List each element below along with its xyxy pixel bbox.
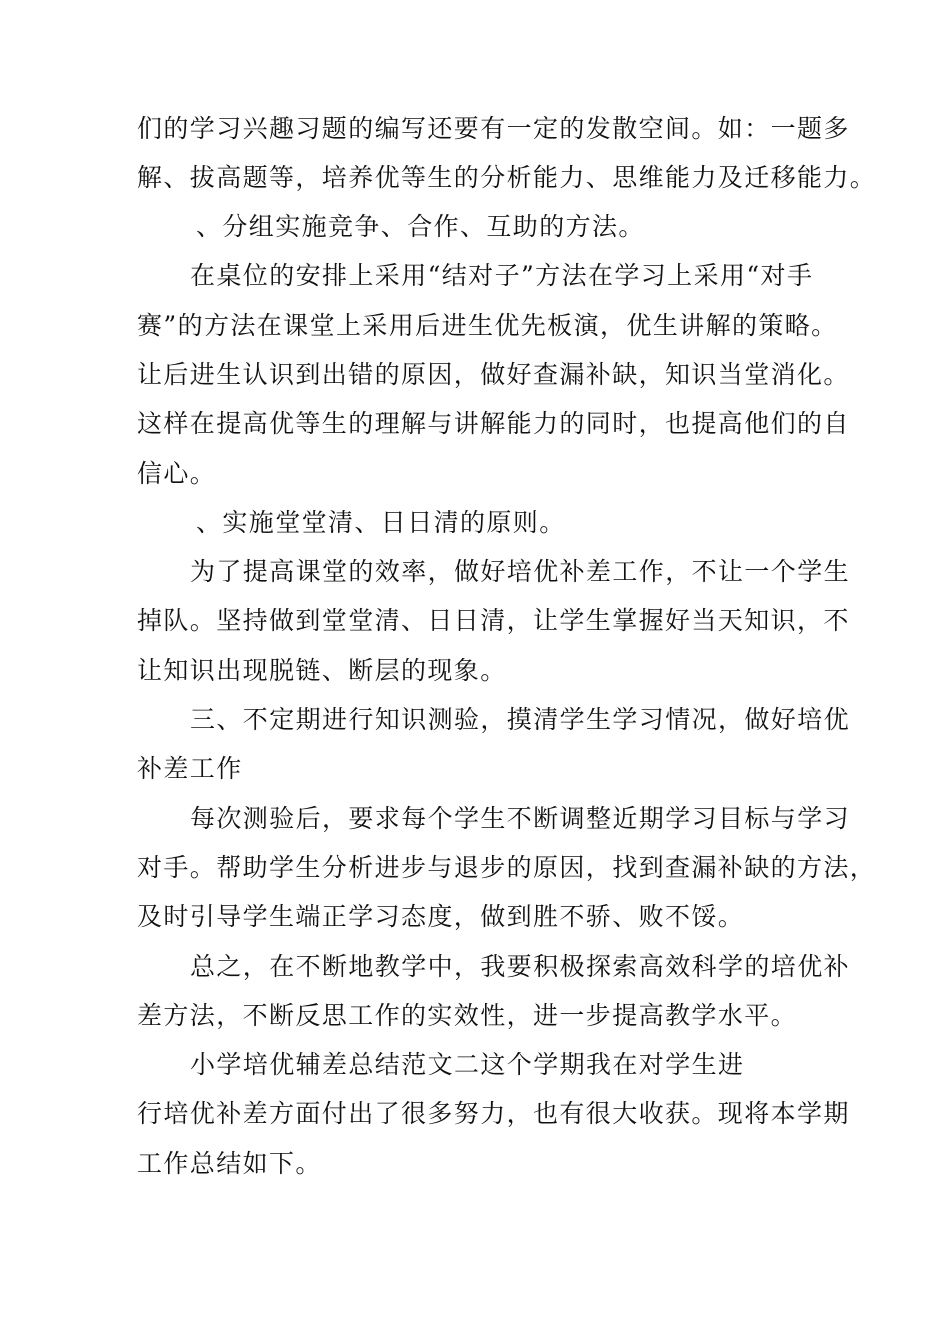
text-line: 在桌位的安排上采用“结对子”方法在学习上采用“对手: [190, 261, 814, 290]
text-line: 差方法，不断反思工作的实效性，进一步提高教学水平。: [137, 1001, 798, 1030]
text-line: 这样在提高优等生的理解与讲解能力的同时，也提高他们的自: [137, 409, 850, 438]
text-line: 工作总结如下。: [137, 1149, 322, 1178]
text-line: 行培优补差方面付出了很多努力，也有很大收获。现将本学期: [137, 1099, 850, 1128]
text-line: 让后进生认识到出错的原因，做好查漏补缺，知识当堂消化。: [137, 360, 850, 389]
text-line: 让知识出现脱链、断层的现象。: [137, 656, 507, 685]
section-heading: 三、不定期进行知识测验，摸清学生学习情况，做好培优: [190, 705, 851, 734]
text-line: 们的学习兴趣习题的编写还要有一定的发散空间。如：一题多: [137, 114, 850, 143]
text-line: 掉队。坚持做到堂堂清、日日清，让学生掌握好当天知识，不: [137, 606, 850, 635]
text-line: 及时引导学生端正学习态度，做到胜不骄、败不馁。: [137, 902, 745, 931]
section-heading: 、实施堂堂清、日日清的原则。: [196, 508, 566, 537]
section-heading: 、分组实施竞争、合作、互助的方法。: [196, 212, 645, 241]
text-line: 补差工作: [137, 754, 243, 783]
text-line: 解、拔高题等，培养优等生的分析能力、思维能力及迁移能力。: [137, 163, 877, 192]
text-line: 每次测验后，要求每个学生不断调整近期学习目标与学习: [190, 804, 851, 833]
text-line: 信心。: [137, 459, 217, 488]
text-line: 对手。帮助学生分析进步与退步的原因，找到查漏补缺的方法，: [137, 853, 877, 882]
text-line: 为了提高课堂的效率，做好培优补差工作，不让一个学生: [190, 557, 851, 586]
text-line: 赛”的方法在课堂上采用后进生优先板演，优生讲解的策略。: [137, 311, 838, 340]
text-line: 小学培优辅差总结范文二这个学期我在对学生进: [190, 1050, 745, 1079]
text-line: 总之，在不断地教学中，我要积极探索高效科学的培优补: [190, 952, 851, 981]
